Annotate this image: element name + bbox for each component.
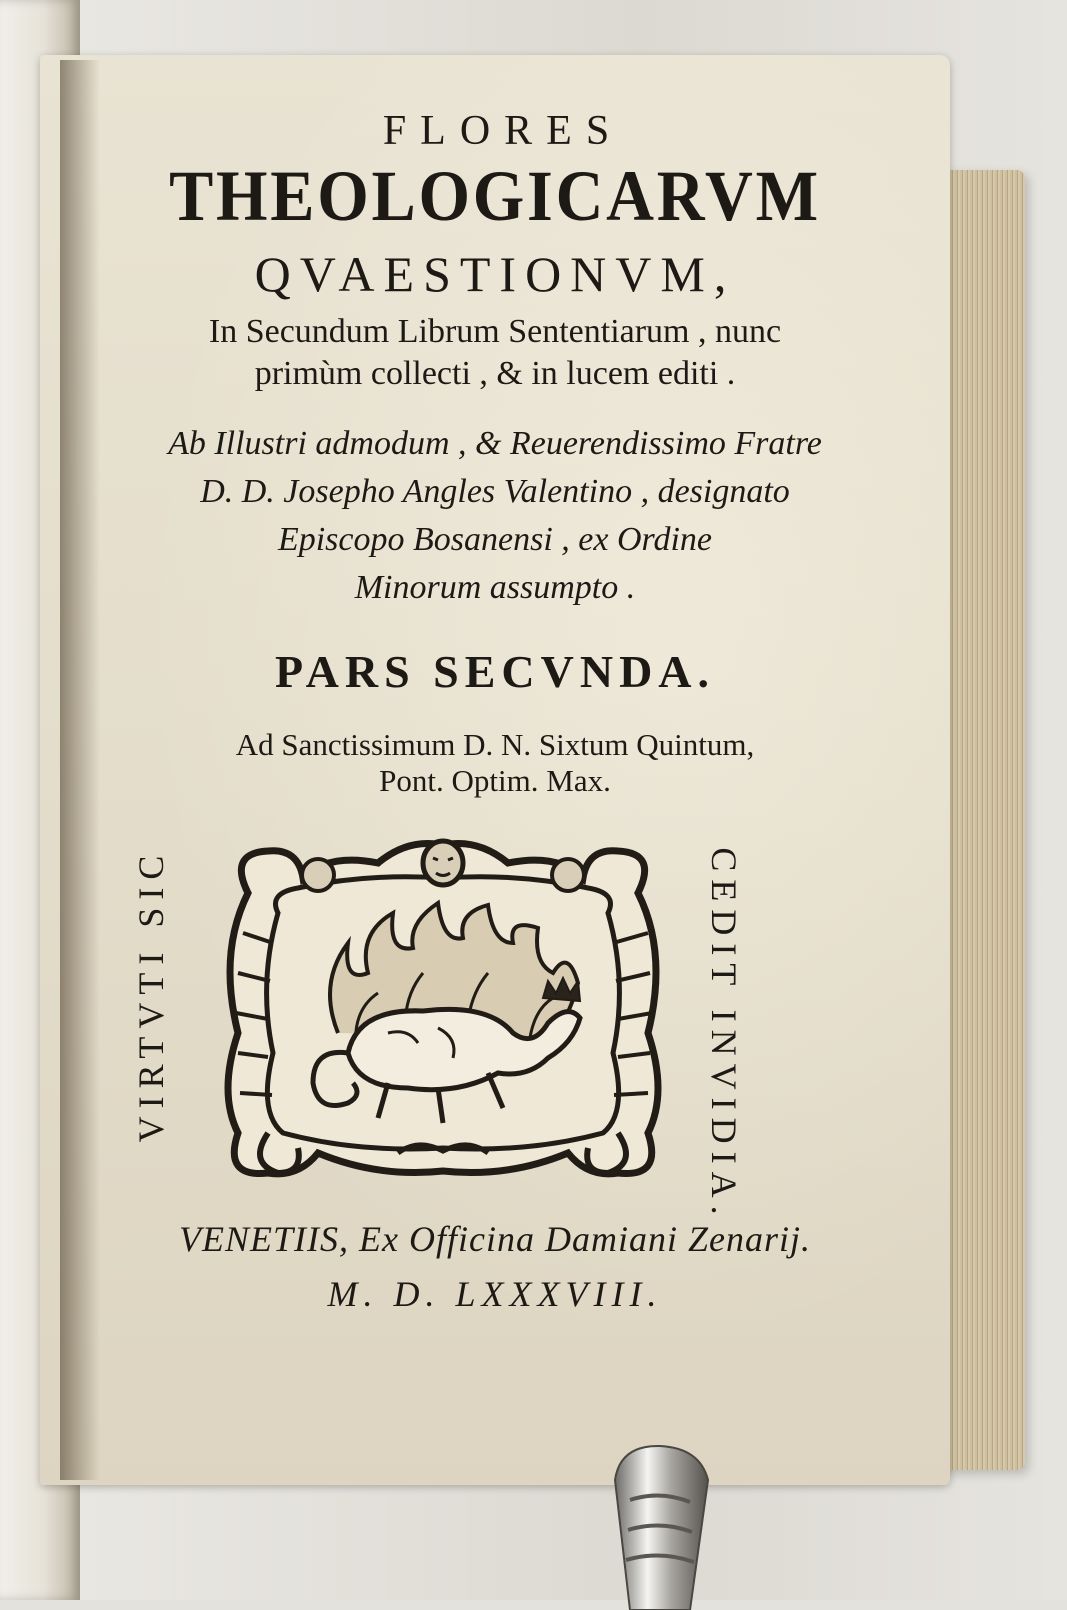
subtitle-line-2: primùm collecti , & in lucem editi . (254, 355, 736, 392)
title-page (40, 55, 950, 1485)
author-line-2: D. D. Josepho Angles Valentino , designato (200, 473, 790, 510)
dedication-line-1: Ad Sanctissimum D. N. Sixtum Quintum, (235, 727, 755, 762)
printer-device-woodcut (208, 833, 678, 1193)
motto-right: CEDIT INVIDIA. (704, 847, 744, 1223)
subtitle-line-1: In Secundum Librum Sententiarum , nunc (208, 313, 782, 350)
dedication-line-2: Pont. Optim. Max. (379, 763, 611, 798)
author-line-4: Minorum assumpto . (354, 569, 636, 606)
imprint-line: VENETIIS, Ex Officina Damiani Zenarij. (179, 1219, 811, 1259)
title-flores: FLORES (382, 108, 624, 154)
part-heading: PARS SECVNDA. (274, 646, 716, 697)
author-line-3: Episcopo Bosanensi , ex Ordine (277, 521, 713, 558)
motto-left: VIRTVTI SIC (131, 847, 171, 1143)
title-quaestionum: QVAESTIONVM, (254, 246, 736, 302)
author-line-1: Ab Illustri admodum , & Reuerendissimo Fratre (168, 425, 822, 462)
title-theologicarum: THEOLOGICARVM (169, 156, 821, 236)
salamander-in-flames-icon (228, 841, 658, 1174)
pen-clip-object (590, 1440, 730, 1610)
publication-date: M. D. LXXXVIII. (327, 1274, 663, 1314)
